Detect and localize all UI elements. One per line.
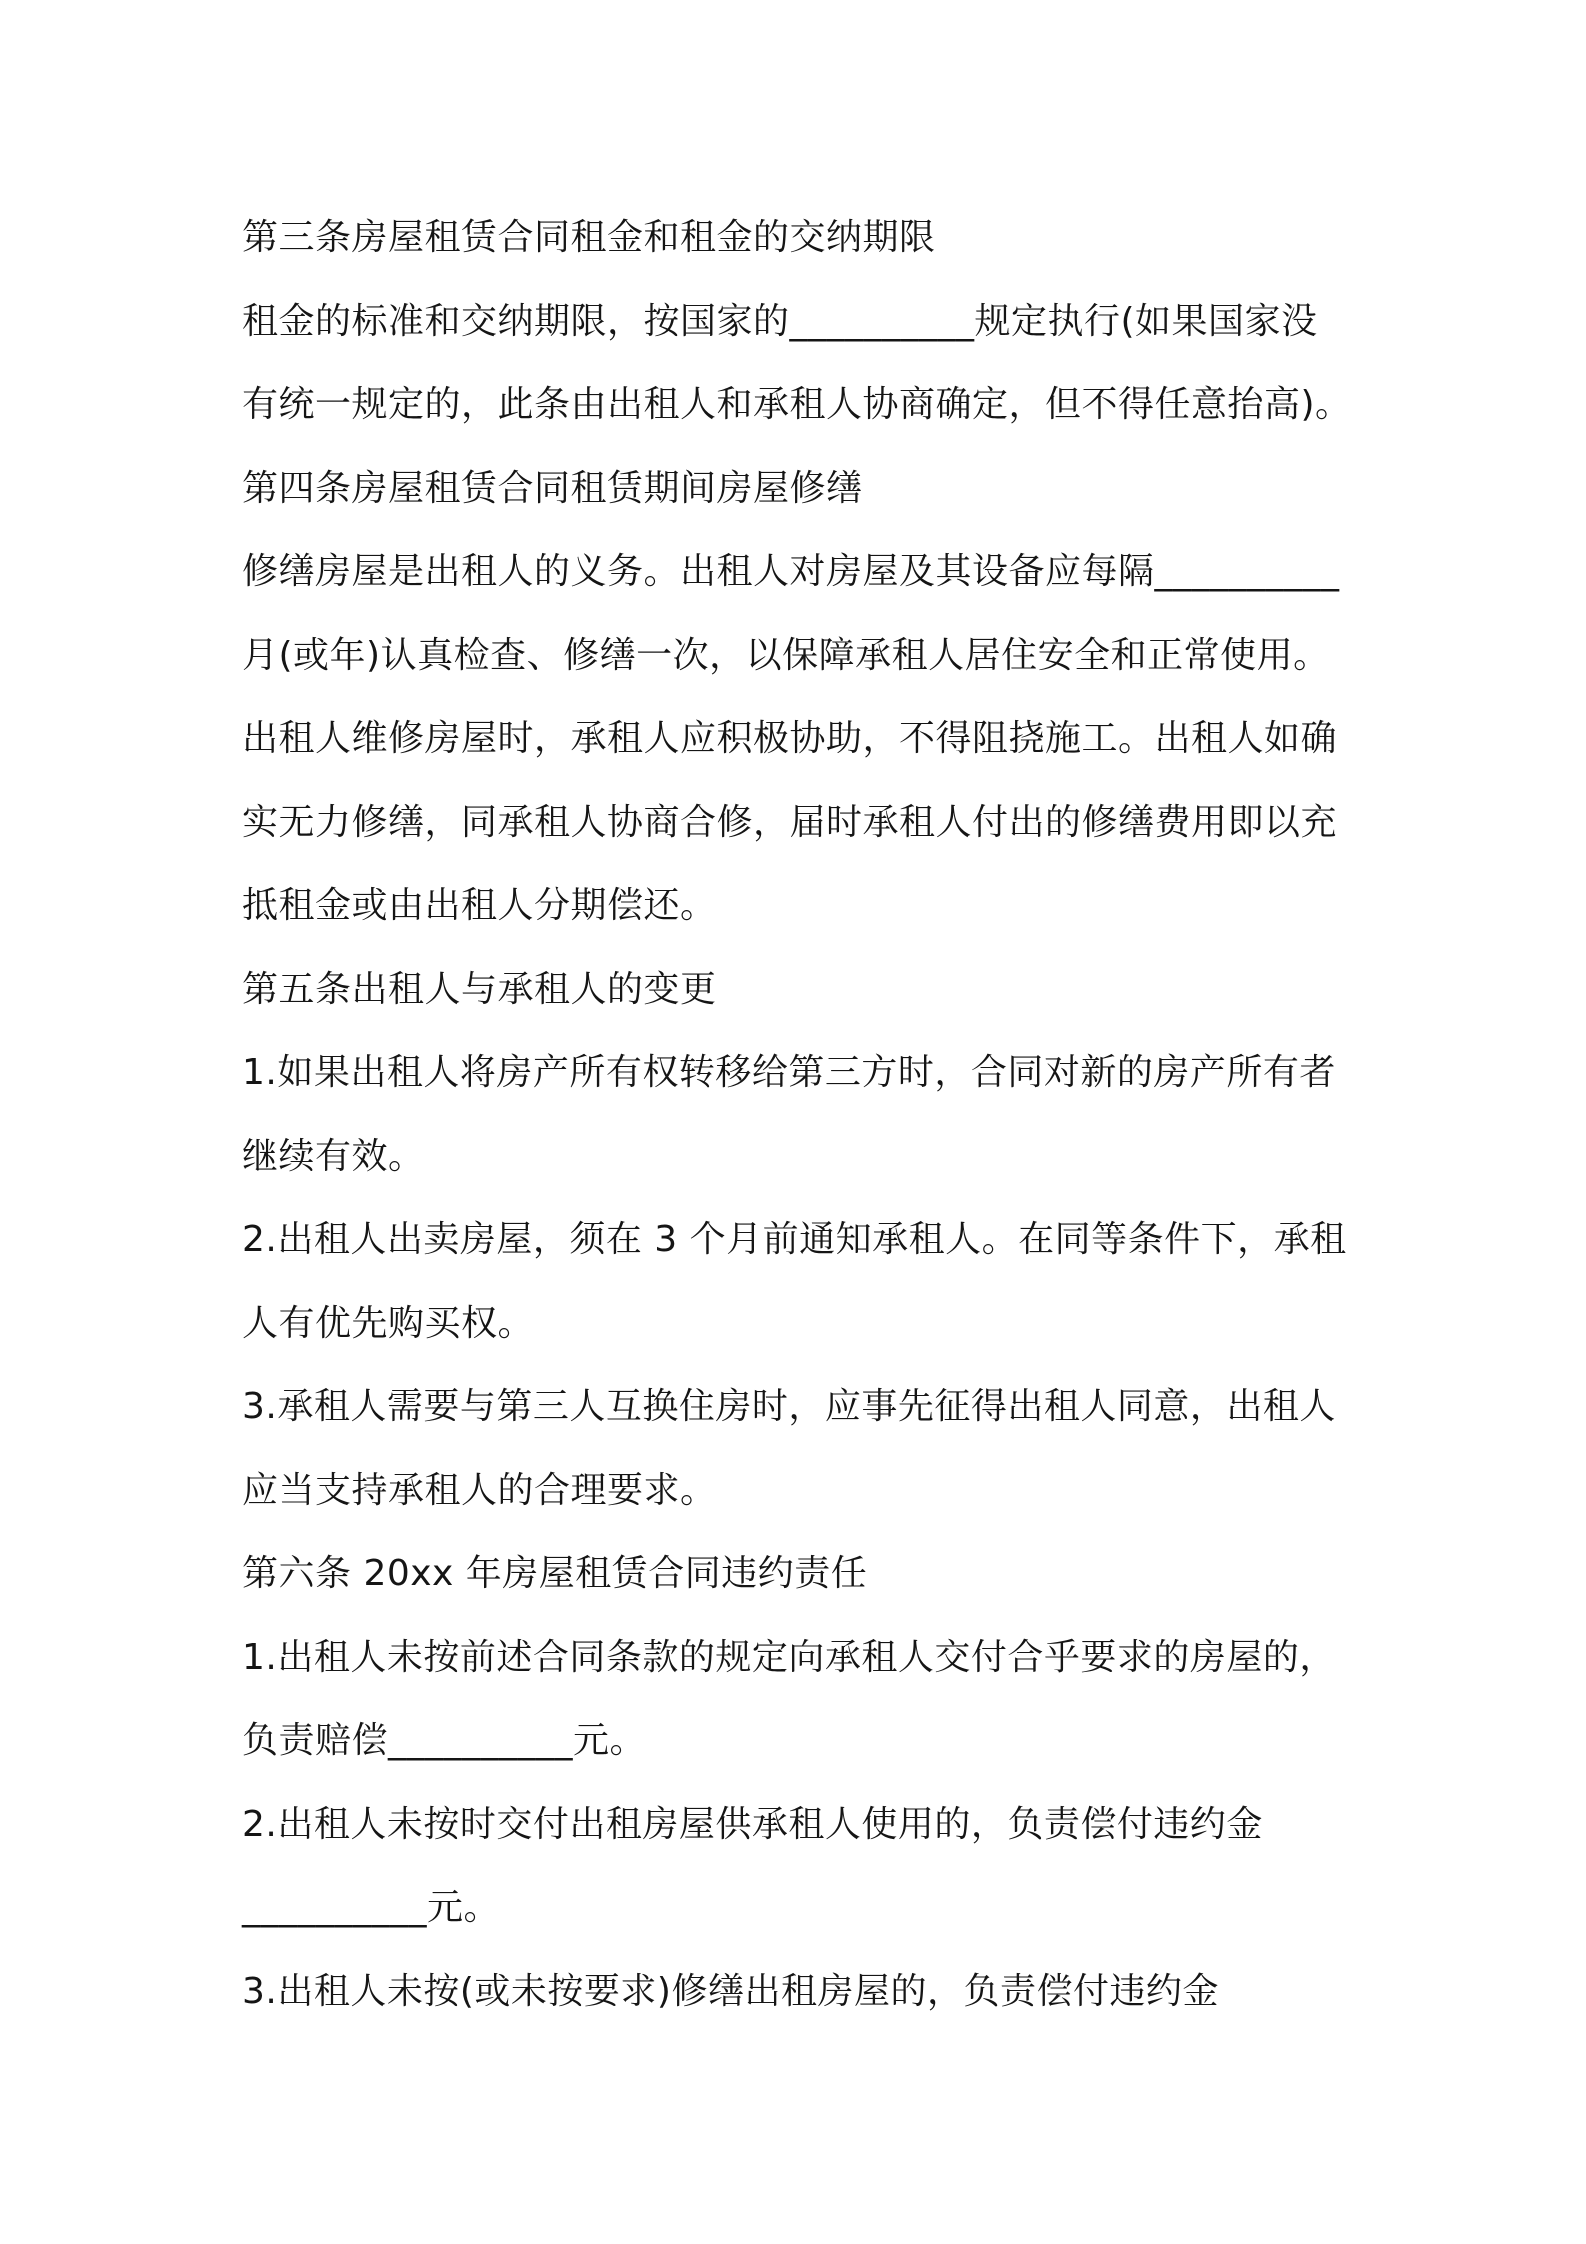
document-body [242,196,1362,2033]
paragraph-line: 月(或年)认真检查、修缮一次，以保障承租人居住安全和正常使用。 [242,634,1330,676]
list-item-line: 继续有效。 [242,1135,425,1177]
list-item-line: 3.出租人未按(或未按要求)修缮出租房屋的，负责偿付违约金 [242,1970,1219,2012]
article-4-heading: 第四条房屋租赁合同租赁期间房屋修缮 [242,467,863,509]
list-item-line: 2.出租人未按时交付出租房屋供承租人使用的，负责偿付违约金 [242,1803,1263,1845]
list-item-line: __________元。 [242,1887,501,1928]
article-3-heading: 第三条房屋租赁合同租金和租金的交纳期限 [242,217,936,258]
list-item-line: 1.如果出租人将房产所有权转移给第三方时，合同对新的房产所有者 [242,1052,1336,1093]
list-item-line: 负责赔偿__________元。 [242,1720,647,1761]
list-item-line: 2.出租人出卖房屋，须在 3 个月前通知承租人。在同等条件下，承租 [242,1219,1347,1260]
article-5-heading: 第五条出租人与承租人的变更 [242,968,717,1010]
list-item-line: 应当支持承租人的合理要求。 [242,1469,717,1511]
list-item-line: 1.出租人未按前述合同条款的规定向承租人交付合乎要求的房屋的， [242,1636,1336,1678]
paragraph-line: 抵租金或由出租人分期偿还。 [242,885,717,926]
list-item-line: 3.承租人需要与第三人互换住房时，应事先征得出租人同意，出租人 [242,1386,1336,1427]
list-item-line: 人有优先购买权。 [242,1302,535,1344]
paragraph-line: 实无力修缮，同承租人协商合修，届时承租人付出的修缮费用即以充 [242,801,1338,843]
paragraph-line: 有统一规定的，此条由出租人和承租人协商确定，但不得任意抬高)。 [242,384,1352,425]
paragraph-line: 修缮房屋是出租人的义务。出租人对房屋及其设备应每隔__________ [242,551,1340,592]
article-6-heading: 第六条 20xx 年房屋租赁合同违约责任 [242,1553,868,1594]
paragraph-line: 租金的标准和交纳期限，按国家的__________规定执行(如果国家没 [242,300,1318,342]
paragraph-line: 出租人维修房屋时，承租人应积极协助，不得阻挠施工。出租人如确 [242,718,1338,759]
